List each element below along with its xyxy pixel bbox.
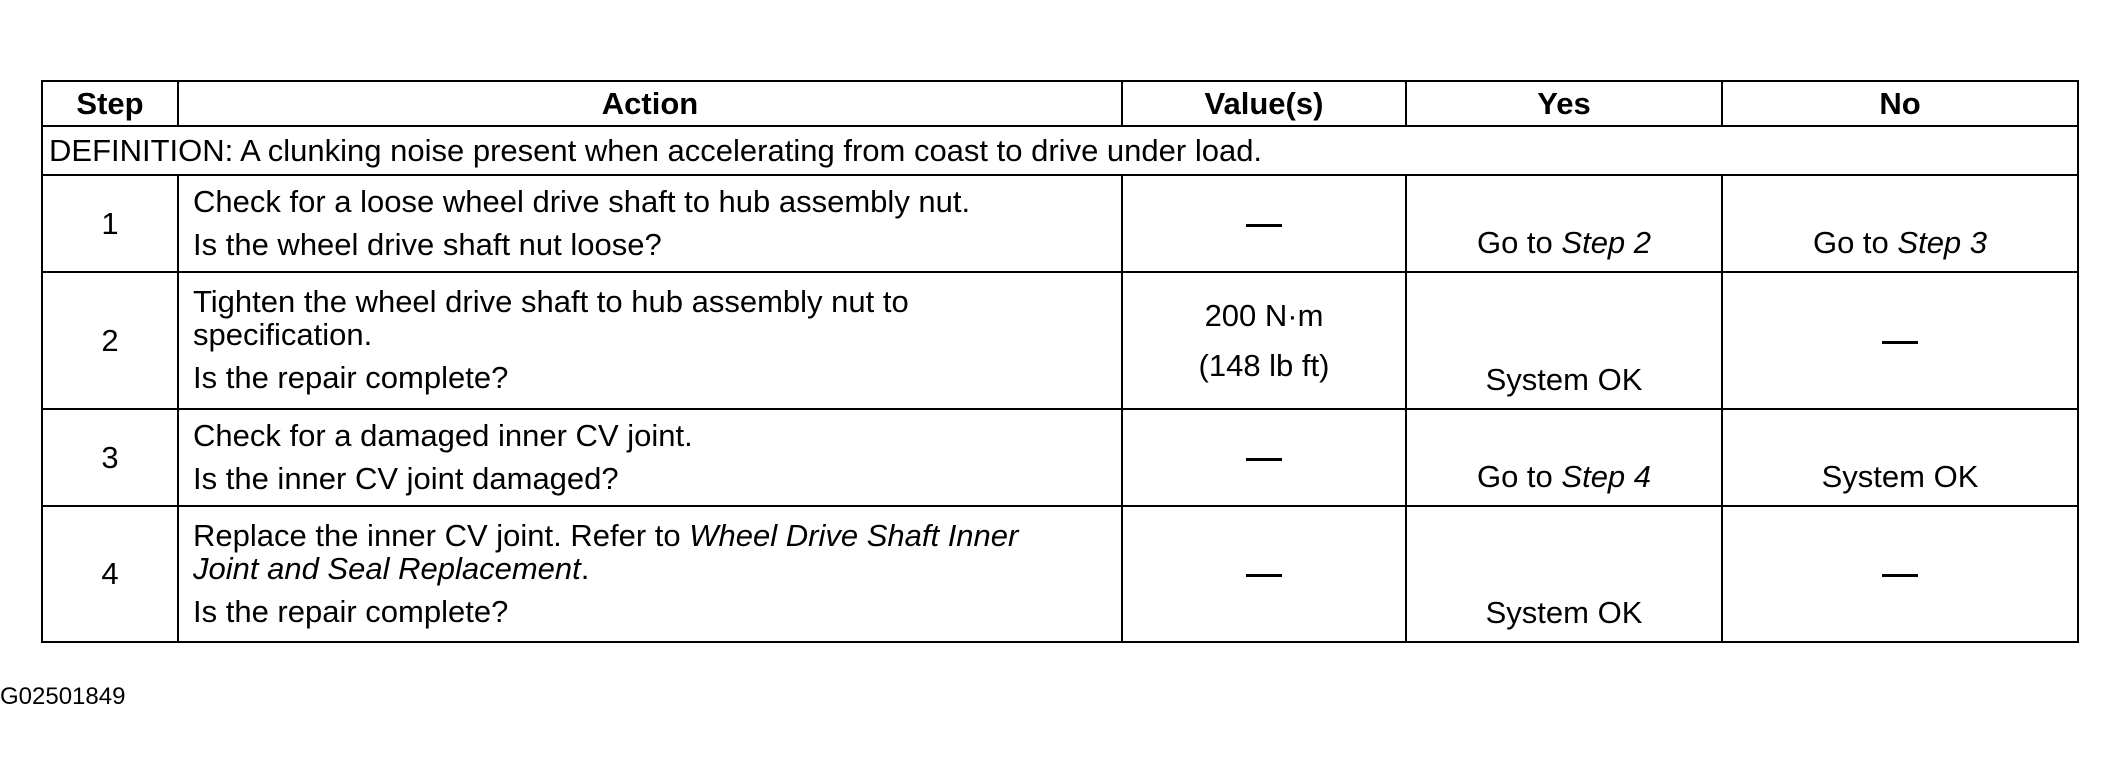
yes-result: System OK bbox=[1485, 362, 1643, 397]
dash-mark bbox=[1882, 341, 1918, 344]
definition-row bbox=[42, 126, 2078, 175]
no-prefix: Go to bbox=[1812, 225, 1898, 260]
no-result: System OK bbox=[1821, 459, 1979, 494]
header-values: Value(s) bbox=[1122, 81, 1406, 126]
action-question: Is the wheel drive shaft nut loose? bbox=[193, 226, 662, 262]
action-cell bbox=[178, 175, 1122, 272]
yes-prefix: Go to bbox=[1476, 459, 1562, 494]
dash-mark bbox=[1246, 224, 1282, 227]
torque-value-metric: 200 N·m bbox=[1204, 297, 1324, 333]
table-row-step-3 bbox=[42, 409, 2078, 506]
no-cell bbox=[1722, 175, 2078, 272]
yes-step-link[interactable]: Step 2 bbox=[1561, 225, 1652, 260]
value-cell bbox=[1122, 272, 1406, 409]
definition-text: DEFINITION: A clunking noise present when accelerating from coast to drive under load. bbox=[42, 126, 2078, 175]
yes-cell bbox=[1406, 175, 1722, 272]
yes-cell bbox=[1406, 506, 1722, 642]
action-cell bbox=[178, 409, 1122, 506]
action-suffix: . bbox=[580, 550, 590, 586]
value-cell bbox=[1122, 409, 1406, 506]
diagnostic-table bbox=[41, 80, 2079, 643]
action-prefix: Replace the inner CV joint. Refer to bbox=[193, 517, 690, 553]
header-step: Step bbox=[42, 81, 178, 126]
yes-cell bbox=[1406, 272, 1722, 409]
action-text: Check for a damaged inner CV joint. bbox=[193, 417, 693, 453]
procedure-reference-link[interactable]: Wheel Drive Shaft Inner Joint and Seal Replacement bbox=[193, 517, 1019, 586]
header-row bbox=[42, 81, 2078, 126]
header-no: No bbox=[1722, 81, 2078, 126]
dash-mark bbox=[1882, 574, 1918, 577]
yes-cell bbox=[1406, 409, 1722, 506]
value-cell bbox=[1122, 506, 1406, 642]
action-cell bbox=[178, 506, 1122, 642]
action-cell bbox=[178, 272, 1122, 409]
header-action: Action bbox=[178, 81, 1122, 126]
no-cell bbox=[1722, 506, 2078, 642]
no-cell bbox=[1722, 409, 2078, 506]
no-step-link[interactable]: Step 3 bbox=[1897, 225, 1988, 260]
figure-id: G02501849 bbox=[0, 683, 126, 710]
header-yes: Yes bbox=[1406, 81, 1722, 126]
table-row-step-2 bbox=[42, 272, 2078, 409]
action-question: Is the repair complete? bbox=[193, 360, 509, 395]
table-row-step-4 bbox=[42, 506, 2078, 642]
table-row-step-1 bbox=[42, 175, 2078, 272]
step-number: 1 bbox=[42, 175, 178, 272]
dash-mark bbox=[1246, 458, 1282, 461]
no-cell bbox=[1722, 272, 2078, 409]
action-text: Check for a loose wheel drive shaft to hub assembly nut. bbox=[193, 183, 971, 219]
value-cell bbox=[1122, 175, 1406, 272]
yes-prefix: Go to bbox=[1476, 225, 1562, 260]
step-number: 4 bbox=[42, 506, 178, 642]
yes-result: System OK bbox=[1485, 595, 1643, 630]
action-question: Is the inner CV joint damaged? bbox=[193, 460, 619, 496]
action-question: Is the repair complete? bbox=[193, 593, 509, 629]
action-text: Tighten the wheel drive shaft to hub assembly nut to specification. bbox=[193, 284, 909, 352]
yes-step-link[interactable]: Step 4 bbox=[1561, 459, 1652, 494]
torque-value-imperial: (148 lb ft) bbox=[1198, 347, 1330, 383]
step-number: 3 bbox=[42, 409, 178, 506]
step-number: 2 bbox=[42, 272, 178, 409]
dash-mark bbox=[1246, 574, 1282, 577]
action-text bbox=[193, 519, 1073, 585]
